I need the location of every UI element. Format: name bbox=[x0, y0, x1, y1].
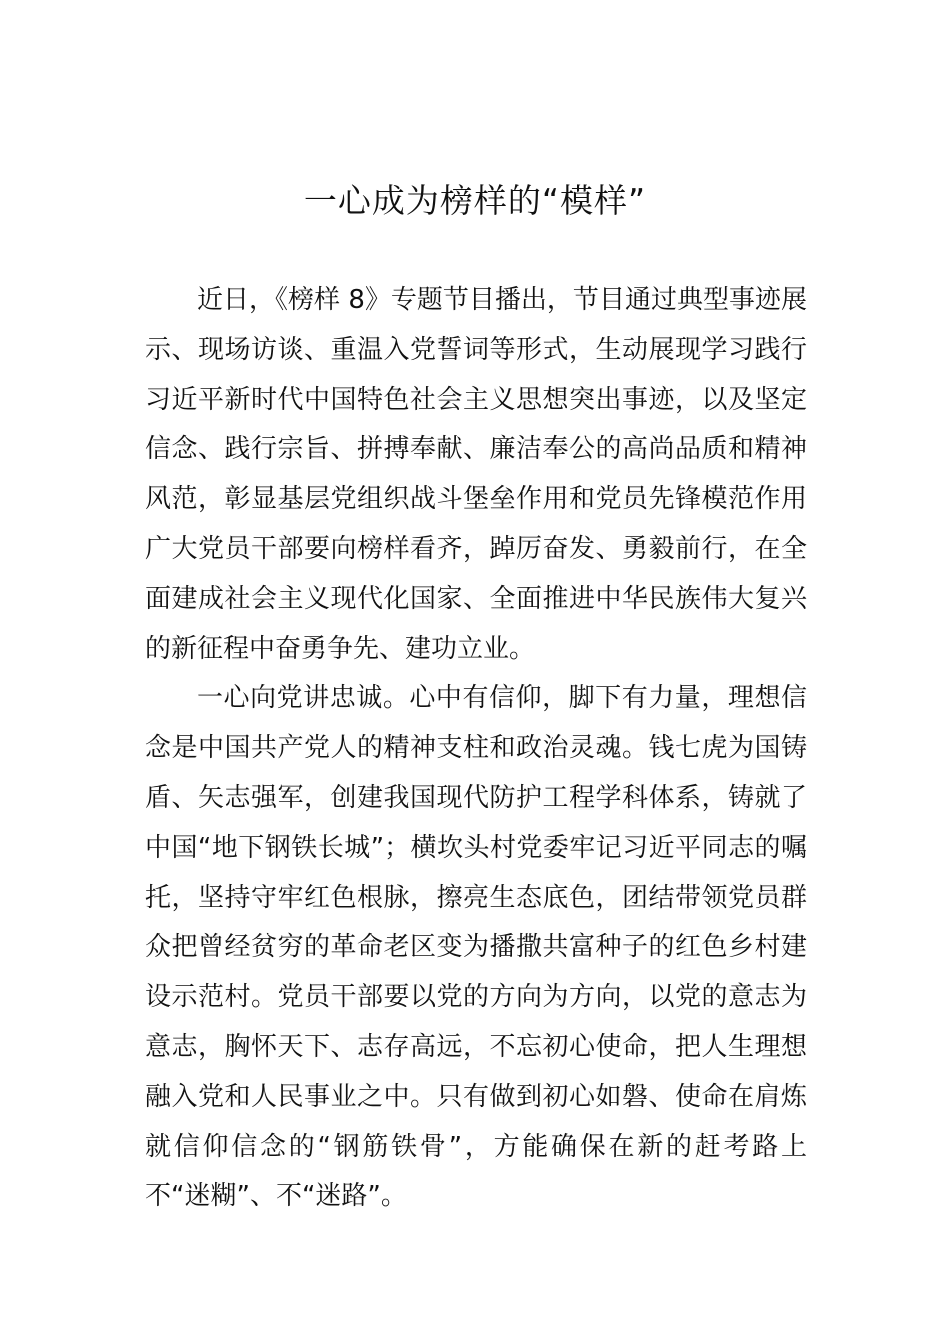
paragraph-intro: 近日，《榜样 8》专题节目播出，节目通过典型事迹展示、现场访谈、重温入党誓词等形式，生动展现学习践行习近平新时代中国特色社会主义思想突出事迹，以及坚定信念、践行宗旨、拼搏奉献、廉洁奉公的高尚品质和精神风范，彰显基层党组织战斗堡垒作用和党员先锋模范作用广大党员干部要向榜样看齐，踔厉奋发、勇毅前行，在全面建成社会主义现代化国家、全面推进中华民族伟大复兴的新征程中奋勇争先、建功立业。 bbox=[145, 285, 807, 664]
document-body bbox=[145, 276, 807, 1222]
document-title: 一心成为榜样的“模样” bbox=[303, 181, 647, 220]
paragraph-loyalty: 一心向党讲忠诚。心中有信仰，脚下有力量，理想信念是中国共产党人的精神支柱和政治灵魂。钱七虎为国铸盾、矢志强军，创建我国现代防护工程学科体系，铸就了中国“地下钢铁长城”；横坎头村党委牢记习近平同志的嘱托，坚持守牢红色根脉，擦亮生态底色，团结带领党员群众把曾经贫穷的革命老区变为播撒共富种子的红色乡村建设示范村。党员干部要以党的方向为方向，以党的意志为意志，胸怀天下、志存高远，不忘初心使命，把人生理想融入党和人民事业之中。只有做到初心如磐、使命在肩炼就信仰信念的“钢筋铁骨”，方能确保在新的赶考路上不“迷糊”、不“迷路”。 bbox=[145, 683, 807, 1212]
